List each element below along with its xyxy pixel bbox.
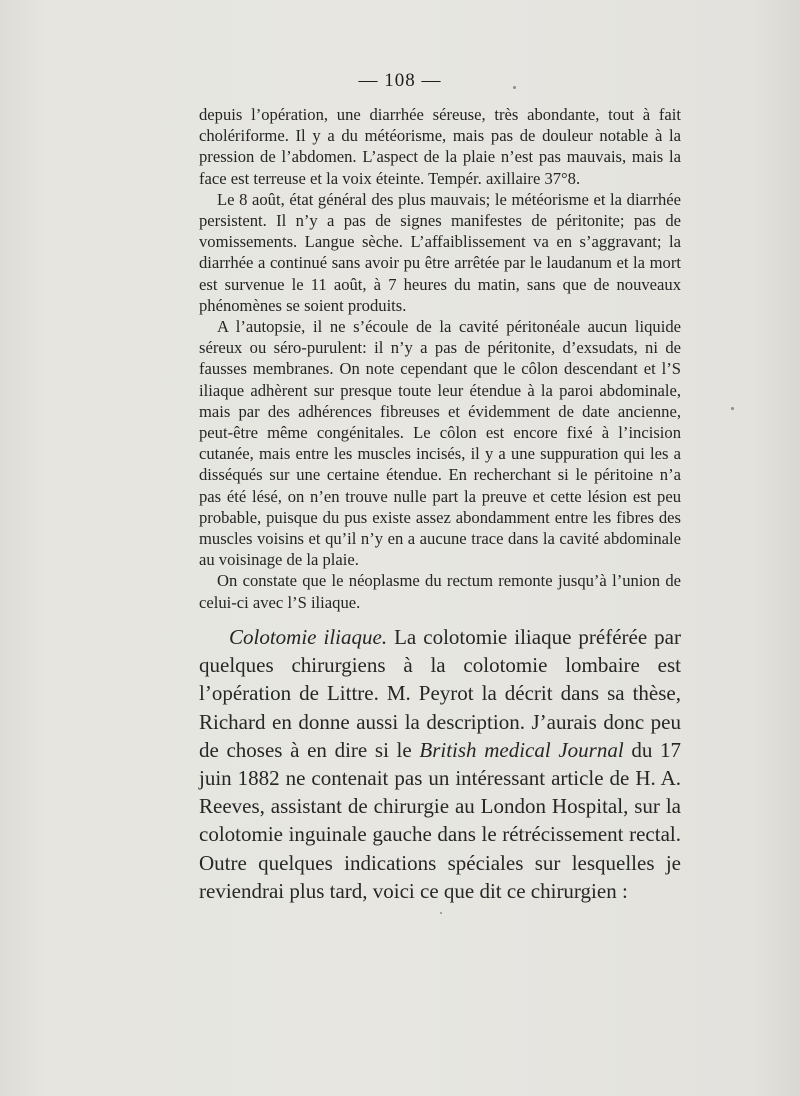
section-text: La colotomie iliaque préférée par quelques chirurgiens à la colotomie lombaire est l’opération de Littre. M. Peyrot la décrit dans sa thèse, Richard en donne aussi la description. J’aurais donc peu de choses à en dire si le	[199, 625, 681, 762]
section-colotomie-iliaque	[199, 623, 681, 905]
section-heading: Colotomie iliaque.	[229, 625, 388, 649]
paragraph: depuis l’opération, une diarrhée séreuse, très abondante, tout à fait cholériforme. Il y a du météorisme, mais pas de douleur notable à la pression de l’abdomen. L’aspect de la plaie n’est pas mauvais, mais la face est terreuse et la voix éteinte. Tempér. axillaire 37°8.	[199, 105, 681, 188]
page-number: — 108 —	[358, 70, 442, 91]
paragraph: A l’autopsie, il ne s’écoule de la cavité péritonéale aucun liquide séreux ou séro-purulent: il n’y a pas de péritonite, d’exsudats, ni de fausses membranes. On note cependant que le côlon descendant et l’S iliaque adhèrent sur presque toute leur étendue à la paroi abdominale, mais par des adhérences fibreuses et évidemment de date ancienne, peut-être même congénitales. Le côlon est encore fixé à l’incision cutanée, mais entre les muscles incisés, il y a une suppuration qui les a disséqués sur une certaine étendue. En recherchant si le péritoine n’a pas été lésé, on n’en trouve nulle part la preuve et cette lésion est peu probable, puisque du pus existe assez abondamment entre les fibres des muscles voisins et qu’il n’y en a aucune trace dans la cavité abdominale au voisinage de la plaie.	[199, 317, 681, 570]
section-paragraph	[199, 623, 681, 905]
paragraph: Le 8 août, état général des plus mauvais; le météorisme et la diarrhée persistent. Il n’y a pas de signes manifestes de péritonite; pas de vomissements. Langue sèche. L’affaiblissement va en s’aggravant; la diarrhée a continué sans avoir pu être arrêtée par le laudanum et la mort est survenue le 11 août, à 7 heures du matin, sans que de nouveaux phénomènes se soient produits.	[199, 189, 681, 315]
journal-title: British medical Journal	[419, 737, 624, 762]
paper-speck	[513, 86, 516, 89]
paper-speck	[731, 407, 734, 410]
paper-speck	[440, 912, 442, 914]
section-text-continued: du 17 juin 1882 ne contenait pas un intéressant article de H. A. Reeves, assistant de chirurgie au London Hospital, sur la colotomie inguinale gauche dans le rétrécissement rectal. Outre quelques indications spéciales sur lesquelles je reviendrai plus tard, voici ce que dit ce chirurgien :	[199, 737, 682, 903]
case-report-text	[199, 104, 681, 613]
paragraph: On constate que le néoplasme du rectum remonte jusqu’à l’union de celui-ci avec l’S iliaque.	[199, 571, 681, 612]
